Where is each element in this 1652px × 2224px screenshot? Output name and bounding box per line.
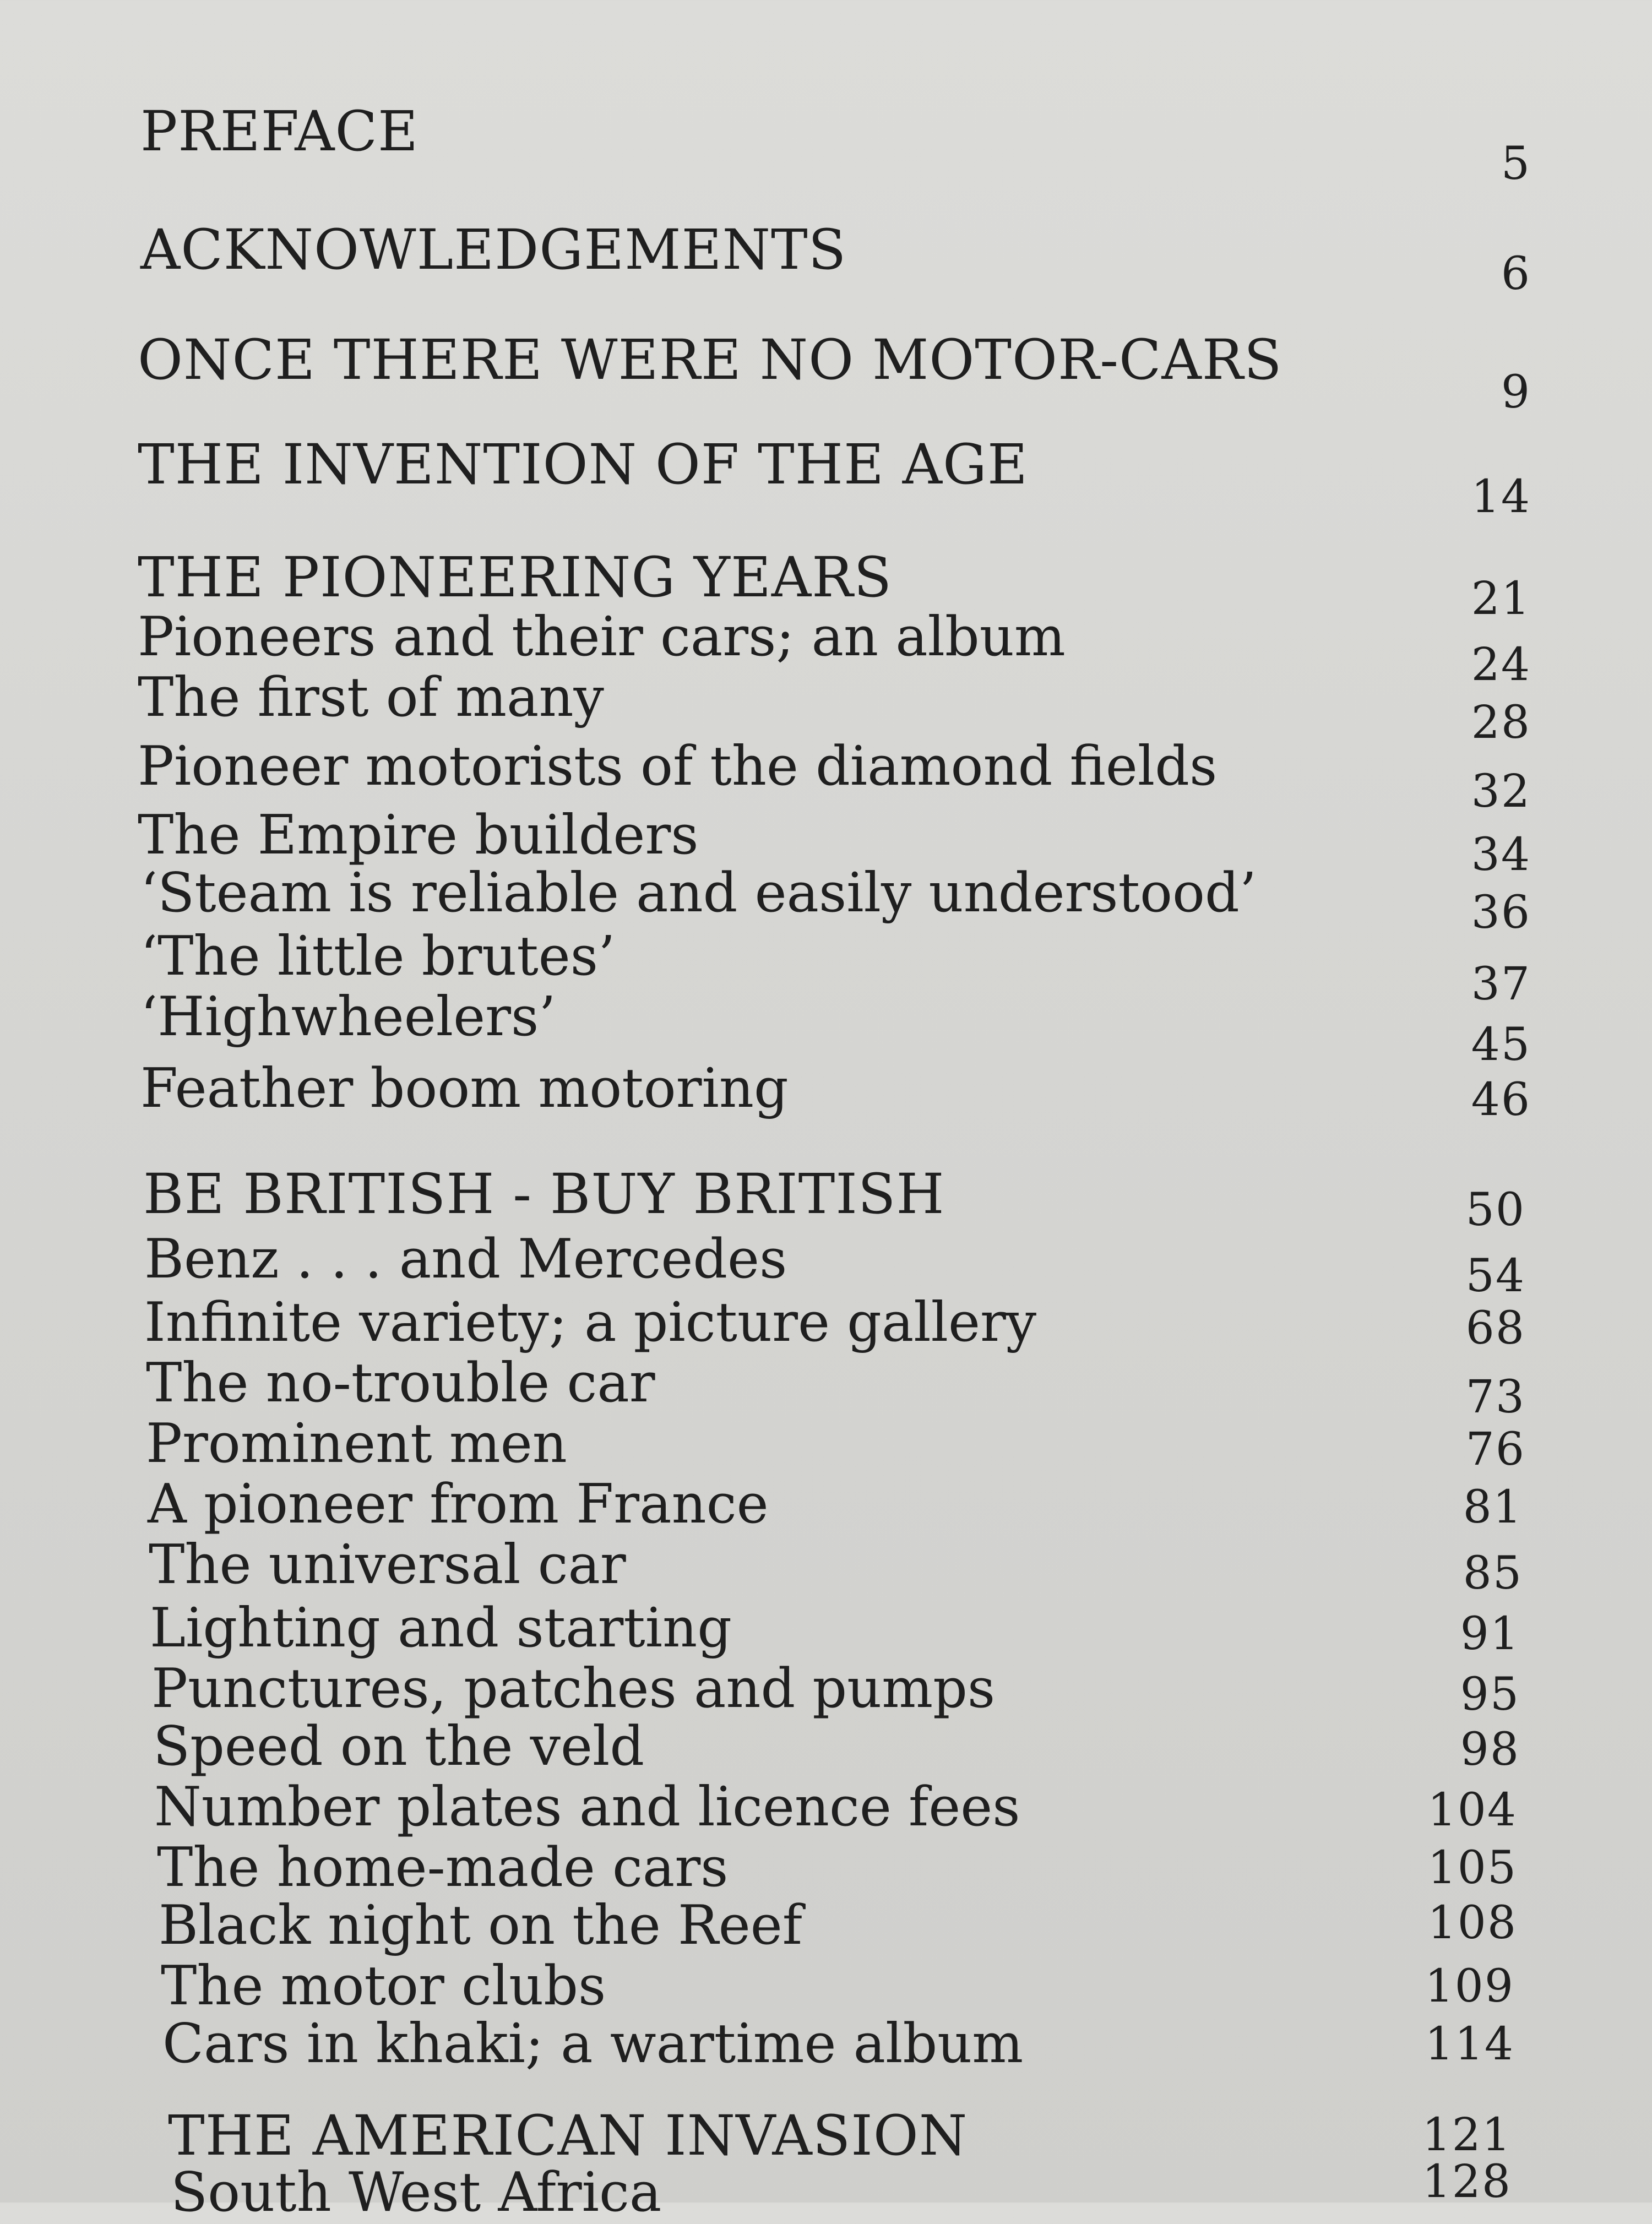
toc-entry-page: 9 xyxy=(1501,366,1531,418)
toc-entry-page: 28 xyxy=(1471,697,1531,749)
toc-entry-title: Feather boom motoring xyxy=(140,1057,789,1120)
toc-entry-page: 34 xyxy=(1471,829,1531,881)
toc-entry-page: 85 xyxy=(1463,1547,1523,1600)
toc-entry-title: Infinite variety; a picture gallery xyxy=(144,1291,1037,1354)
toc-entry-page: 73 xyxy=(1465,1371,1525,1423)
toc-entry-title: ‘Steam is reliable and easily understood’ xyxy=(140,862,1257,925)
toc-entry-page: 128 xyxy=(1422,2156,1512,2208)
toc-entry-page: 24 xyxy=(1471,639,1531,691)
toc-entry-page: 68 xyxy=(1465,1302,1525,1355)
toc-entry-title: Benz . . . and Mercedes xyxy=(144,1228,787,1291)
toc-entry-title: PREFACE xyxy=(140,99,419,164)
toc-entry-title: Lighting and starting xyxy=(150,1597,732,1660)
toc-entry-page: 37 xyxy=(1471,958,1531,1010)
toc-entry-title: The home-made cars xyxy=(157,1836,729,1899)
toc-entry-title: South West Africa xyxy=(171,2161,662,2224)
toc-entry-title: Cars in khaki; a wartime album xyxy=(162,2013,1024,2075)
toc-entry-title: BE BRITISH - BUY BRITISH xyxy=(143,1162,945,1226)
toc-entry-page: 6 xyxy=(1501,248,1531,300)
toc-entry-title: The motor clubs xyxy=(161,1955,606,2018)
toc-entry-title: Black night on the Reef xyxy=(159,1894,803,1957)
toc-entry-title: THE AMERICAN INVASION xyxy=(168,2103,968,2168)
toc-entry-page: 81 xyxy=(1463,1481,1523,1534)
toc-entry-page: 21 xyxy=(1471,573,1531,625)
toc-entry-page: 46 xyxy=(1471,1074,1531,1126)
toc-entry-title: ACKNOWLEDGEMENTS xyxy=(140,217,847,282)
toc-entry-page: 54 xyxy=(1465,1250,1525,1302)
toc-entry-page: 32 xyxy=(1471,765,1531,818)
toc-entry-page: 36 xyxy=(1471,887,1531,939)
toc-entry-title: The universal car xyxy=(149,1534,626,1596)
toc-entry-title: ‘The little brutes’ xyxy=(140,925,616,988)
toc-entry-page: 114 xyxy=(1425,2018,1514,2070)
toc-entry-page: 95 xyxy=(1460,1668,1520,1721)
toc-entry-title: THE INVENTION OF THE AGE xyxy=(138,432,1028,497)
toc-entry-title: Punctures, patches and pumps xyxy=(151,1657,996,1720)
toc-entry-title: Prominent men xyxy=(146,1412,567,1475)
toc-entry-title: The no-trouble car xyxy=(146,1352,655,1415)
toc-entry-page: 98 xyxy=(1460,1723,1520,1776)
toc-entry-page: 45 xyxy=(1471,1019,1531,1071)
toc-entry-page: 108 xyxy=(1427,1897,1517,1949)
toc-entry-title: Number plates and licence fees xyxy=(154,1776,1020,1839)
toc-entry-page: 91 xyxy=(1460,1608,1520,1660)
toc-entry-page: 105 xyxy=(1427,1842,1517,1894)
toc-entry-title: THE PIONEERING YEARS xyxy=(138,545,892,610)
toc-entry-title: Speed on the veld xyxy=(153,1715,645,1778)
toc-entry-page: 5 xyxy=(1501,138,1531,190)
toc-entry-page: 14 xyxy=(1471,471,1531,523)
toc-entry-title: ‘Highwheelers’ xyxy=(140,986,556,1048)
toc-entry-page: 104 xyxy=(1427,1784,1517,1836)
toc-entry-title: Pioneers and their cars; an album xyxy=(138,606,1066,668)
toc-entry-title: The first of many xyxy=(138,666,604,729)
toc-entry-title: The Empire builders xyxy=(138,804,699,867)
toc-entry-page: 109 xyxy=(1425,1960,1514,2013)
toc-entry-title: A pioneer from France xyxy=(148,1473,769,1536)
toc-entry-page: 121 xyxy=(1422,2109,1512,2161)
toc-entry-page: 50 xyxy=(1465,1184,1525,1236)
toc-entry-title: ONCE THERE WERE NO MOTOR-CARS xyxy=(138,328,1283,392)
toc-entry-page: 76 xyxy=(1465,1423,1525,1476)
toc-entry-title: Pioneer motorists of the diamond fields xyxy=(138,735,1218,798)
